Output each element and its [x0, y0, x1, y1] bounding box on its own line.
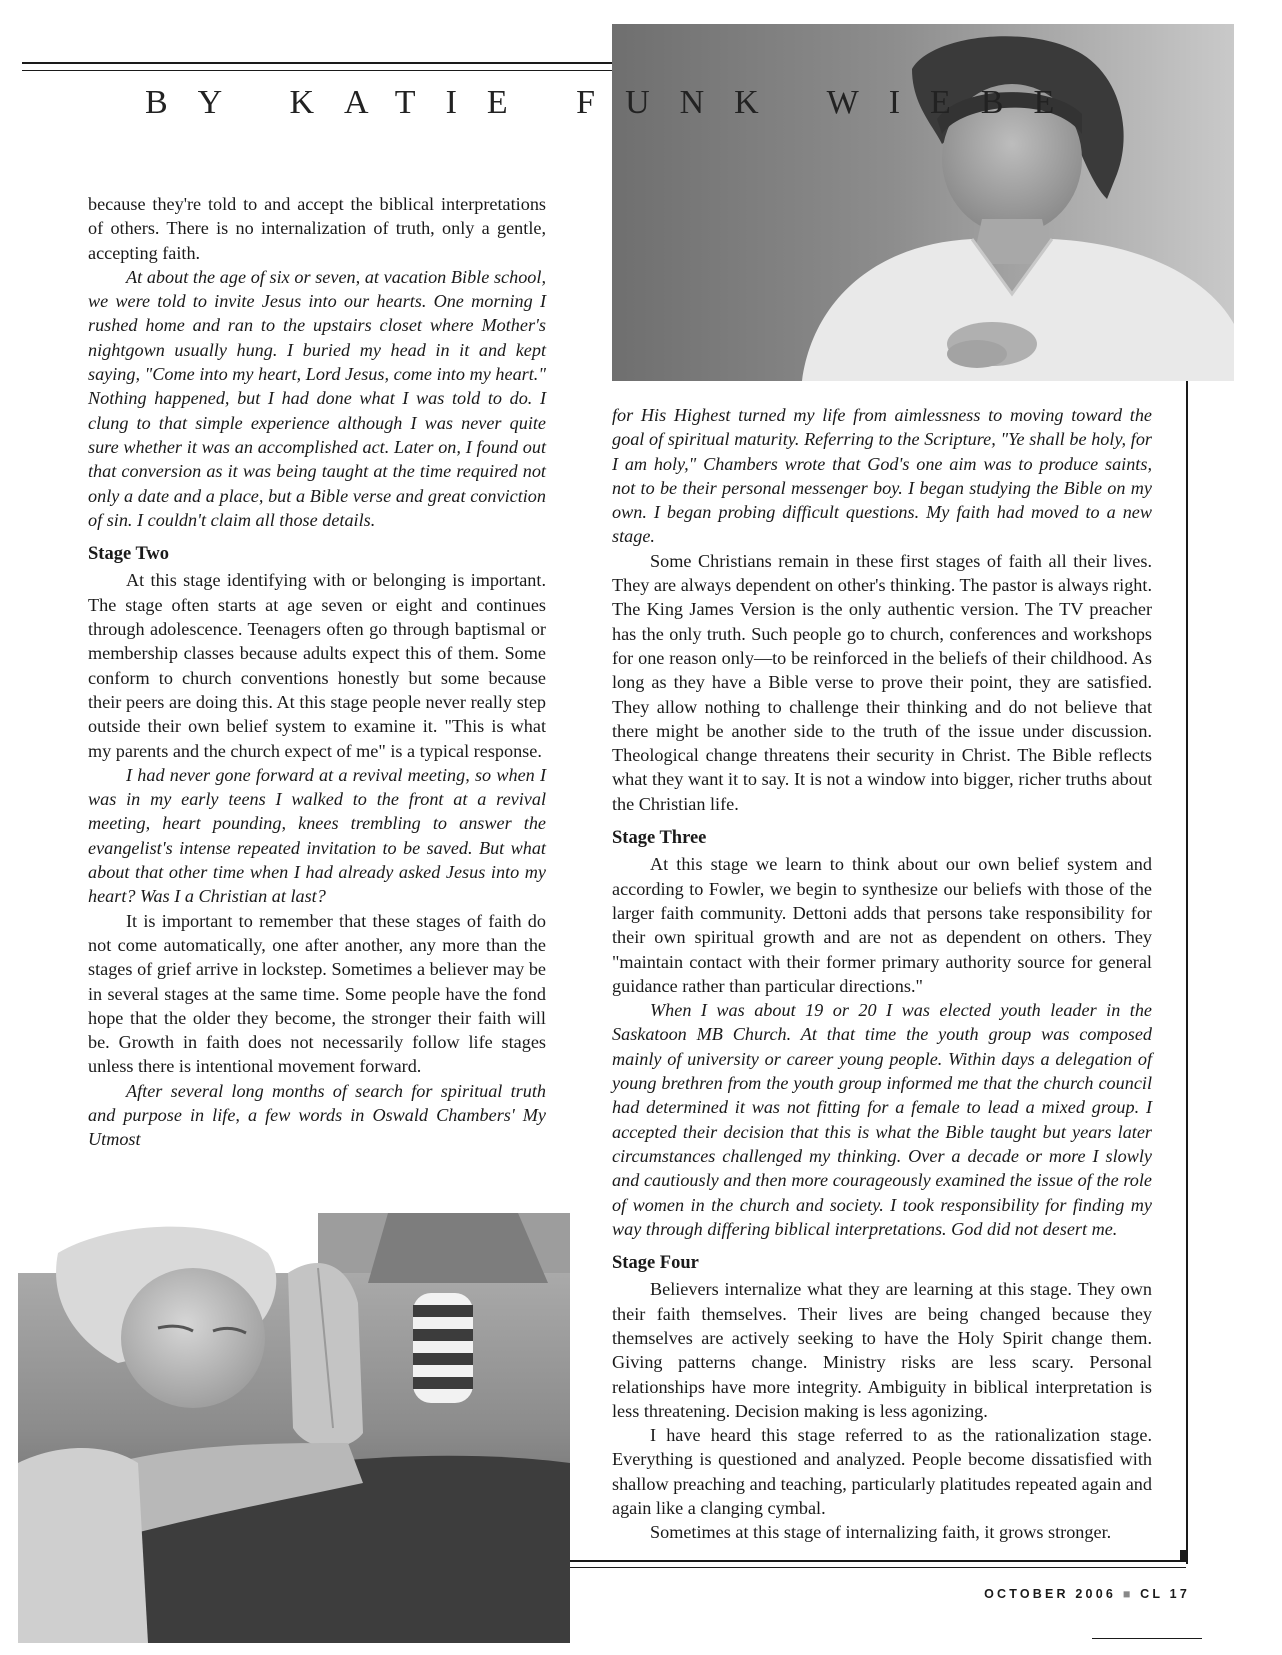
paragraph-italic: for His Highest turned my life from aimlessness to moving toward the goal of spiritual maturity. Referring to the Scripture, "Ye shall be holy, for I am holy," Chambers wrote that God's one aim was to produce saints, not to be their personal messenger boy. I began studying the Bible on my own. I began probing difficult questions. My faith had moved to a new stage. — [612, 405, 1152, 547]
bottom-rule — [566, 1560, 1188, 1562]
paragraph-italic: At about the age of six or seven, at vacation Bible school, we were told to invite Jesus into our hearts. One morning I rushed home and ran to the upstairs closet where Mother's nightgown usually hung. I buried my head in it and kept saying, "Come into my heart, Lord Jesus, come into my heart." Nothing happened, but I had done what I was told to do. I clung to that simple experience although I was never quite sure whether it was an accomplished act. Later on, I found out that conversion as it was being taught at the time required not only a date and a place, but a Bible verse and great conviction of sin. I couldn't claim all those details. — [88, 266, 546, 530]
section-heading-stage-three: Stage Three — [612, 828, 707, 849]
photo-woman-praying-illustration — [612, 24, 1234, 381]
byline: BY KATIE FUNK WIEBE — [145, 84, 1085, 121]
section-heading-stage-four: Stage Four — [612, 1253, 699, 1274]
paragraph: At this stage we learn to think about our own belief system and according to Fowler, we begin to synthesize our beliefs with those of the larger faith community. Dettoni adds that persons take responsibility for their own spiritual growth and are not as dependent on others. They "maintain contact with their former primary authority source for general guidance rather than particular directions." — [612, 854, 1152, 996]
column-left — [88, 192, 546, 1152]
paragraph: At this stage identifying with or belonging is important. The stage often starts at age seven or eight and continues through adolescence. Teenagers often go through baptismal or membership classes because adults expect this of them. Some conform to church conventions honestly but some because their peers are doing this. At this stage people never really step outside their own belief system to examine it. "This is what my parents and the church expect of me" is a typical response. — [88, 570, 546, 761]
paragraph-italic: When I was about 19 or 20 I was elected youth leader in the Saskatoon MB Church. At that time the youth group was composed mainly of university or career young people. Within days a delegation of young brethren from the youth group informed me that the church council had determined it was not fitting for a female to lead a mixed group. I accepted their decision that this is what the Bible taught but years later circumstances challenged my thinking. Over a decade or more I slowly and cautiously and then more courageously examined the issue of the role of women in the church and society. I took responsibility for finding my way through differing biblical interpretations. God did not desert me. — [612, 1000, 1152, 1239]
column-right — [612, 403, 1152, 1545]
paragraph: I have heard this stage referred to as the rationalization stage. Everything is questioned and analyzed. People become dissatisfied with shallow preaching and teaching, particularly platitudes repeated again and again like a clanging cymbal. — [612, 1425, 1152, 1519]
footer-page-number: CL 17 — [1140, 1587, 1190, 1601]
page-footer — [984, 1587, 1190, 1601]
paragraph: It is important to remember that these stages of faith do not come automatically, one after another, any more than the stages of grief arrive in lockstep. Sometimes a believer may be in several stages at the same time. Some people have the fond hope that the older they become, the stronger their faith will be. Growth in faith does not necessarily follow life stages unless there is intentional movement forward. — [88, 910, 546, 1077]
paragraph: Sometimes at this stage of internalizing faith, it grows stronger. — [650, 1522, 1112, 1543]
photo-girl-praying — [18, 1213, 570, 1643]
paragraph: Believers internalize what they are learning at this stage. They own their faith themselves. Their lives are being changed because they themselves are actively seeking to have the Holy Spirit change them. Giving patterns change. Ministry risks are less scary. Personal relationships have more integrity. Ambiguity in biblical interpretation is less threatening. Decision making is less agonizing. — [612, 1279, 1152, 1421]
footer-rule — [1092, 1638, 1202, 1639]
footer-date: OCTOBER 2006 — [984, 1587, 1117, 1601]
section-heading-stage-two: Stage Two — [88, 544, 170, 565]
paragraph: Some Christians remain in these first stages of faith all their lives. They are always dependent on other's thinking. The pastor is always right. The King James Version is the only authentic version. The TV preacher has the only truth. Such people go to church, conferences and workshops for one reason only—to be reinforced in the beliefs of their childhood. As long as they have a Bible verse to prove their point, they are satisfied. They allow nothing to challenge their thinking and do not believe that there might be another side to the truth of the issue under discussion. Theological change threatens their security in Christ. The Bible reflects what they want it to say. It is not a window into bigger, richer truths about the Christian life. — [612, 550, 1152, 814]
photo-woman-praying — [612, 24, 1234, 381]
lamp-base — [413, 1293, 473, 1403]
photo-girl-praying-illustration — [18, 1213, 570, 1643]
corner-block-icon — [1180, 1550, 1188, 1562]
paragraph-italic: After several long months of search for spiritual truth and purpose in life, a few words in Oswald Chambers' My Utmost — [88, 1080, 546, 1150]
footer-separator-icon: ■ — [1122, 1587, 1134, 1601]
paragraph: because they're told to and accept the biblical interpretations of others. There is no internalization of truth, only a gentle, accepting faith. — [88, 194, 546, 263]
paragraph-italic: I had never gone forward at a revival meeting, so when I was in my early teens I walked to the front at a revival meeting, heart pounding, knees trembling to answer the evangelist's intense repeated invitation to be saved. But what about that other time when I had already asked Jesus into my heart? Was I a Christian at last? — [88, 764, 546, 907]
bottom-rule-thin — [566, 1567, 1186, 1568]
